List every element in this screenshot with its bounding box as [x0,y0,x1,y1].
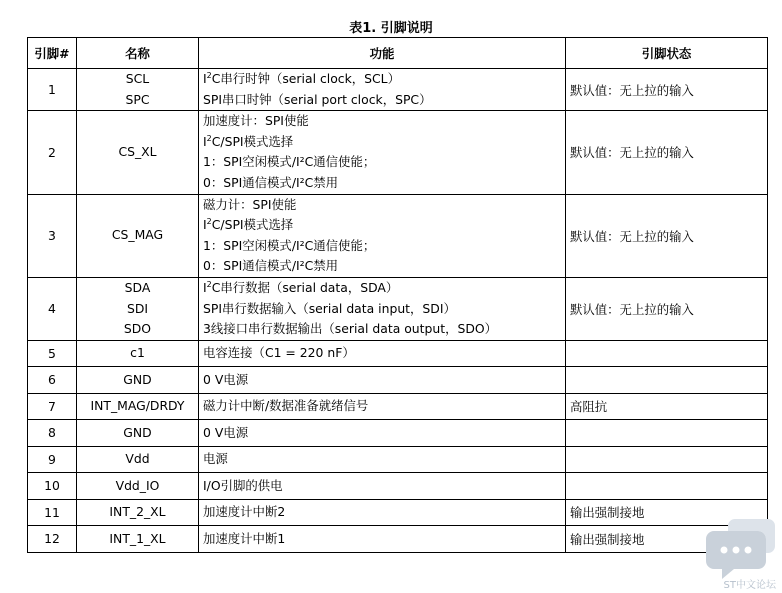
function-text: C/SPI模式选择 [211,133,294,149]
pin-name: CS_XL [118,144,157,160]
superscript: 2 [206,217,212,227]
cell-function [199,526,566,553]
table-row [28,499,768,526]
function-text: C/SPI模式选择 [211,217,294,233]
pin-name: Vdd_IO [115,477,160,493]
table-row [28,277,768,340]
function-text: 1：SPI空闲模式/I²C通信使能； [203,237,376,253]
function-line [203,195,561,216]
pin-name: Vdd [125,451,150,467]
function-text: 0：SPI通信模式/I²C禁用 [203,258,339,274]
cell-pin-state: 默认值：无上拉的输入 [566,194,768,277]
function-line [203,370,561,391]
cell-name [77,111,199,194]
superscript: 2 [206,71,212,80]
cell-name [77,526,199,553]
header-pin: 引脚# [28,38,77,69]
cell-pin: 3 [28,194,77,277]
cell-function [199,446,566,473]
table-row [28,420,768,447]
function-line [203,529,561,550]
function-prefix: I [203,71,207,86]
cell-pin: 11 [28,499,77,526]
cell-name [77,420,199,447]
cell-pin-state: 默认值：无上拉的输入 [566,111,768,194]
pin-name: SDA [124,279,151,295]
table-row [28,340,768,367]
pin-name: SDI [126,300,149,316]
table-row [28,194,768,277]
pin-name: c1 [130,345,145,361]
function-text: 磁力计中断/数据准备就绪信号 [203,398,369,414]
function-line [203,396,561,417]
function-line [203,132,561,153]
cell-pin: 7 [28,393,77,420]
function-text: SPI串行数据输入（serial data input，SDI） [203,300,456,316]
cell-pin: 1 [28,69,77,111]
watermark-label: ST中文论坛 [723,580,776,591]
pin-name: INT_MAG/DRDY [90,398,185,414]
function-line [203,278,561,299]
function-text: 电容连接（C1 = 220 nF） [203,345,355,361]
function-prefix: I [203,279,207,295]
pin-name: SDO [123,321,152,337]
cell-function [199,111,566,194]
cell-name [77,340,199,367]
cell-name [77,473,199,500]
superscript: 2 [206,133,212,143]
cell-function [199,69,566,111]
pin-name: GND [123,424,152,440]
cell-name [77,194,199,277]
cell-pin-state [566,446,768,473]
pin-name: SPC [125,91,150,107]
table-row [28,111,768,194]
function-text: 电源 [203,451,228,467]
function-line [203,111,561,132]
cell-pin: 4 [28,277,77,340]
cell-pin-state: 输出强制接地 [566,526,768,553]
function-text: 0 V电源 [203,424,249,440]
function-line [203,215,561,236]
function-text: 3线接口串行数据输出（serial data output，SDO） [203,321,498,337]
cell-pin: 5 [28,340,77,367]
function-line [203,423,561,444]
cell-name [77,277,199,340]
function-text: SPI串口时钟（serial port clock，SPC） [203,91,432,107]
function-line [203,90,561,111]
cell-function [199,420,566,447]
cell-function [199,367,566,394]
cell-pin-state [566,340,768,367]
table-row [28,473,768,500]
header-row [28,38,768,69]
pin-name: INT_1_XL [109,530,166,546]
superscript: 2 [206,279,212,289]
pin-name: GND [123,371,152,387]
function-prefix: I [203,133,207,149]
cell-pin-state: 默认值：无上拉的输入 [566,277,768,340]
function-text: 加速度计中断2 [203,504,286,520]
function-prefix: I [203,217,207,233]
cell-pin-state: 输出强制接地 [566,499,768,526]
header-pin-state: 引脚状态 [566,38,768,69]
function-line [203,476,561,497]
table-row [28,446,768,473]
cell-function [199,393,566,420]
function-text: 0 V电源 [203,371,249,387]
function-line [203,236,561,257]
pin-name: CS_MAG [111,227,164,243]
cell-pin-state [566,367,768,394]
function-text: I/O引脚的供电 [203,477,283,493]
function-line [203,319,561,340]
pin-name: INT_2_XL [109,504,166,520]
function-line [203,449,561,470]
function-text: 1：SPI空闲模式/I²C通信使能； [203,154,376,170]
function-text: 加速度计：SPI使能 [203,113,309,129]
header-name: 名称 [77,38,199,69]
cell-pin-state: 默认值：无上拉的输入 [566,69,768,111]
pin-name: SCL [125,71,150,86]
cell-pin-state [566,420,768,447]
function-line [203,152,561,173]
cell-function [199,499,566,526]
cell-name [77,367,199,394]
cell-function [199,340,566,367]
table-row [28,526,768,553]
cell-name [77,446,199,473]
function-line [203,299,561,320]
table-title: 表1. 引脚说明 [349,21,433,36]
function-text: 磁力计：SPI使能 [203,196,297,212]
function-line [203,173,561,194]
function-line [203,69,561,90]
cell-pin-state: 高阻抗 [566,393,768,420]
cell-function [199,473,566,500]
table-row [28,393,768,420]
function-line [203,256,561,277]
pin-description-table [27,37,768,553]
function-text: C串行数据（serial data，SDA） [211,279,399,295]
cell-pin: 6 [28,367,77,394]
cell-function [199,194,566,277]
function-text: 0：SPI通信模式/I²C禁用 [203,174,339,190]
cell-pin: 9 [28,446,77,473]
cell-pin: 10 [28,473,77,500]
cell-function [199,277,566,340]
cell-pin: 12 [28,526,77,553]
function-line [203,343,561,364]
function-text: 加速度计中断1 [203,530,286,546]
cell-name [77,69,199,111]
cell-pin: 8 [28,420,77,447]
cell-pin: 2 [28,111,77,194]
table-row [28,367,768,394]
table-row [28,69,768,111]
cell-pin-state [566,473,768,500]
cell-name [77,499,199,526]
cell-name [77,393,199,420]
header-function: 功能 [199,38,566,69]
function-text: C串行时钟（serial clock，SCL） [211,71,400,86]
function-line [203,502,561,523]
